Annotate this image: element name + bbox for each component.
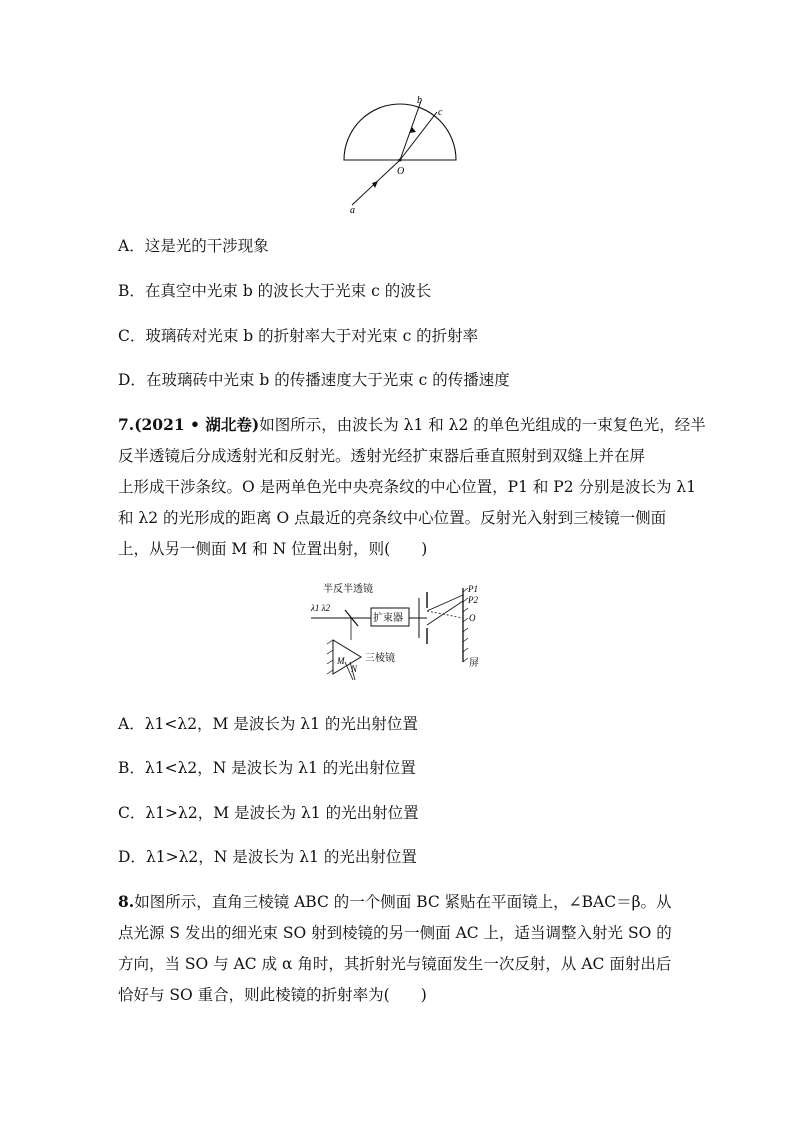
option-text: 在真空中光束 b 的波长大于光束 c 的波长 <box>144 282 432 300</box>
option-text: 这是光的干涉现象 <box>144 237 269 255</box>
q7-option-c <box>118 803 678 823</box>
q8-text: 恰好与 SO 重合，则此棱镜的折射率为( ) <box>118 986 427 1004</box>
option-letter: D． <box>118 848 146 866</box>
q7-option-d <box>118 847 678 867</box>
label-prism: 三棱镜 <box>365 653 395 664</box>
option-letter: B． <box>118 282 145 300</box>
label-c: c <box>438 107 443 118</box>
label-m: M <box>337 656 345 666</box>
label-b: b <box>417 95 422 106</box>
label-o: O <box>397 166 405 177</box>
q8-text: 如图所示，直角三棱镜 ABC 的一个侧面 BC 紧贴在平面镜上，∠BAC＝β。从 <box>134 893 672 911</box>
option-letter: D． <box>118 371 146 389</box>
q8-stem-line-1 <box>118 892 678 912</box>
label-mirror: 半反半透镜 <box>323 584 373 595</box>
option-text: λ1<λ2，N 是波长为 λ1 的光出射位置 <box>144 759 416 777</box>
q8-text: 方向，当 SO 与 AC 成 α 角时，其折射光与镜面发生一次反射，从 AC 面射出后 <box>118 955 672 973</box>
label-a: a <box>350 205 355 216</box>
q7-text: 和 λ2 的光形成的距离 O 点最近的亮条纹中心位置。反射光入射到三棱镜一侧面 <box>118 509 667 527</box>
option-text: 玻璃砖对光束 b 的折射率大于对光束 c 的折射率 <box>145 327 479 345</box>
q7-option-a <box>118 714 678 734</box>
q7-stem-line-2 <box>118 446 678 466</box>
option-text: λ1>λ2，M 是波长为 λ1 的光出射位置 <box>145 804 419 822</box>
label-lambdas: λ1 λ2 <box>311 603 331 613</box>
option-letter: C． <box>118 804 146 822</box>
q8-number: 8. <box>118 892 135 911</box>
q7-stem-line-4 <box>118 508 678 528</box>
q7-option-b <box>118 758 678 778</box>
q6-option-a <box>118 236 678 256</box>
option-letter: B． <box>118 759 145 777</box>
double-slit-figure <box>305 578 500 683</box>
q8-stem-line-3 <box>118 954 678 974</box>
label-n: N <box>351 664 358 674</box>
label-screen: 屏 <box>469 658 479 669</box>
semicircle-figure <box>330 95 470 220</box>
q6-option-b <box>118 281 678 301</box>
q7-text: 上形成干涉条纹。O 是两单色光中央亮条纹的中心位置，P1 和 P2 分别是波长为 λ1 <box>118 478 697 496</box>
label-p2: P2 <box>468 595 478 605</box>
q7-stem-line-3 <box>118 477 697 497</box>
option-text: λ1<λ2，M 是波长为 λ1 的光出射位置 <box>144 715 418 733</box>
q8-stem-line-2 <box>118 923 678 943</box>
q7-number: 7. <box>118 415 135 434</box>
q7-text: 如图所示，由波长为 λ1 和 λ2 的单色光组成的一束复色光，经半 <box>259 416 706 434</box>
q7-text: 反半透镜后分成透射光和反射光。透射光经扩束器后垂直照射到双缝上并在屏 <box>118 447 646 465</box>
q7-stem-line-5 <box>118 539 678 559</box>
option-text: 在玻璃砖中光束 b 的传播速度大于光束 c 的传播速度 <box>145 371 510 389</box>
q7-stem-line-1 <box>118 415 706 435</box>
q6-option-c <box>118 326 678 346</box>
option-letter: C． <box>118 327 146 345</box>
option-text: λ1>λ2，N 是波长为 λ1 的光出射位置 <box>145 848 417 866</box>
q8-stem-line-4 <box>118 985 678 1005</box>
q8-text: 点光源 S 发出的细光束 SO 射到棱镜的另一侧面 AC 上，适当调整入射光 SO 的 <box>118 924 672 942</box>
q6-option-d <box>118 370 678 390</box>
label-o2: O <box>469 613 476 623</box>
label-p1: P1 <box>468 584 478 594</box>
q7-text: 上，从另一侧面 M 和 N 位置出射，则( ) <box>118 540 428 558</box>
option-letter: A． <box>118 237 145 255</box>
option-letter: A． <box>118 715 145 733</box>
q7-source: (2021 • 湖北卷) <box>134 415 260 434</box>
label-expander: 扩束器 <box>373 613 403 624</box>
